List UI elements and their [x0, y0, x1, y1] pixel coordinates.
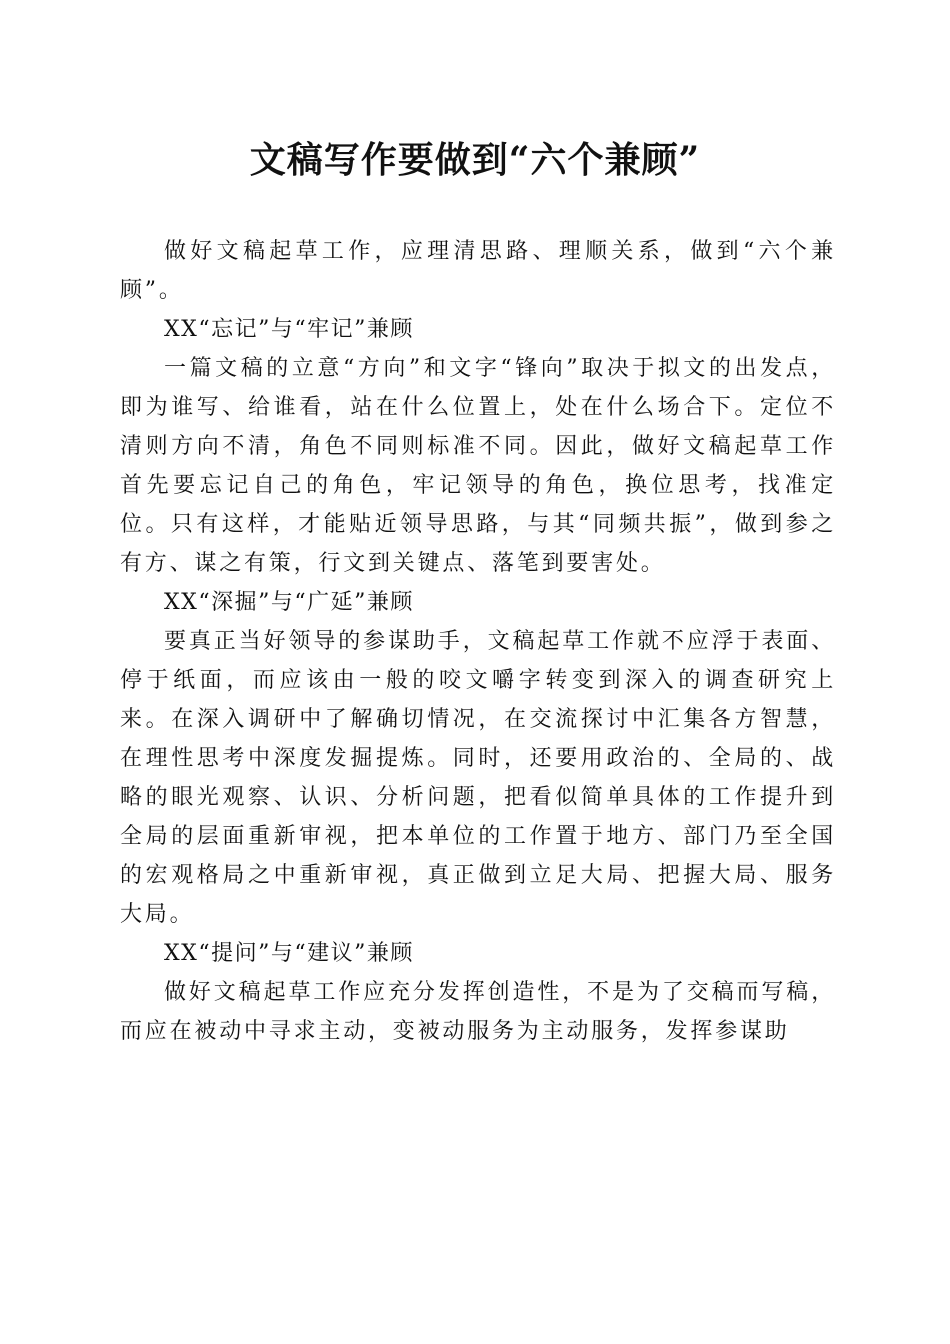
document-body: [120, 232, 836, 1051]
section-heading-1: XX“忘记”与“牢记”兼顾: [164, 317, 414, 342]
document-title: 文稿写作要做到“六个兼顾”: [249, 139, 701, 181]
section-heading-3: XX“提问”与“建议”兼顾: [164, 941, 414, 966]
section-body-3: 做好文稿起草工作应充分发挥创造性，不是为了交稿而写稿，而应在被动中寻求主动，变被动服务为主动服务，发挥参谋助: [120, 980, 836, 1044]
section-body-2: 要真正当好领导的参谋助手，文稿起草工作就不应浮于表面、停于纸面，而应该由一般的咬文嚼字转变到深入的调查研究上来。在深入调研中了解确切情况，在交流探讨中汇集各方智慧，在理性思考中深度发掘提炼。同时，还要用政治的、全局的、战略的眼光观察、认识、分析问题，把看似简单具体的工作提升到全局的层面重新审视，把本单位的工作置于地方、部门乃至全国的宏观格局之中重新审视，真正做到立足大局、把握大局、服务大局。: [120, 629, 836, 927]
intro-paragraph: 做好文稿起草工作，应理清思路、理顺关系，做到“六个兼顾”。: [120, 239, 836, 303]
section-heading-2: XX“深掘”与“广延”兼顾: [164, 590, 414, 615]
section-body-1: 一篇文稿的立意“方向”和文字“锋向”取决于拟文的出发点，即为谁写、给谁看，站在什么位置上，处在什么场合下。定位不清则方向不清，角色不同则标准不同。因此，做好文稿起草工作首先要忘记自己的角色，牢记领导的角色，换位思考，找准定位。只有这样，才能贴近领导思路，与其“同频共振”，做到参之有方、谋之有策，行文到关键点、落笔到要害处。: [120, 356, 836, 576]
